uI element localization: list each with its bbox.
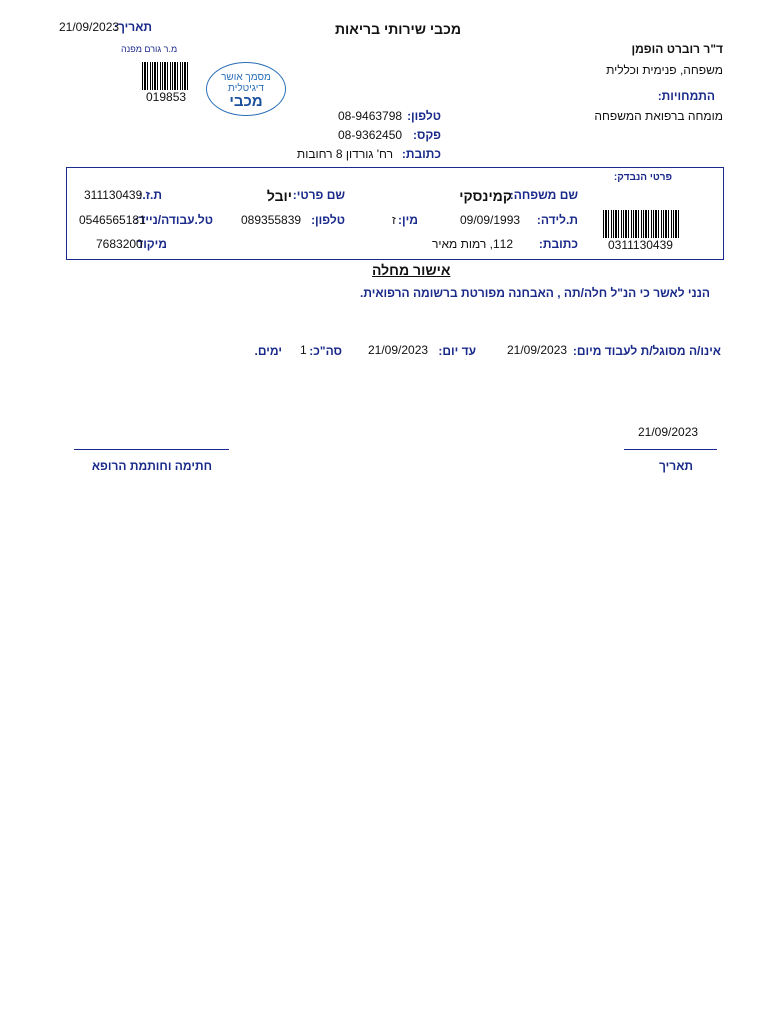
work-phone: 0546565181 — [79, 213, 146, 227]
doctor-address-label: כתובת: — [401, 147, 441, 161]
total-days: 1 — [300, 343, 307, 357]
doctor-specialties-line: משפחה, פנימית וכללית — [606, 63, 723, 77]
doctor-address: רח' גורדון 8 רחובות — [296, 147, 393, 161]
doctor-fax-label: פקס: — [412, 128, 441, 142]
first-name-label: שם פרטי: — [292, 188, 345, 202]
doctor-phone: 08-9463798 — [338, 109, 403, 123]
work-phone-label: טל.עבודה/נייד: — [134, 213, 213, 227]
dob-label: ת.לידה: — [536, 213, 578, 227]
patient-phone-label: טלפון: — [311, 213, 345, 227]
doctor-specialty: מומחה ברפואת המשפחה — [594, 109, 723, 123]
signature-line — [74, 449, 229, 450]
patient-address-label: כתובת: — [538, 237, 578, 251]
patient-id: 311130439 — [84, 188, 143, 202]
referrer-barcode — [142, 62, 190, 90]
patient-phone: 089355839 — [241, 213, 302, 227]
referrer-number: 019853 — [146, 90, 187, 104]
dob: 09/09/1993 — [460, 213, 521, 227]
digital-approval-logo — [206, 62, 286, 116]
first-name: יובל — [266, 188, 292, 204]
doctor-name: ד"ר רוברט הופמן — [631, 42, 723, 56]
last-name: קמינסקי — [459, 188, 512, 204]
certificate-statement: הנני לאשר כי הנ"ל חלה/תה , האבחנה מפורטת ברשומה הרפואית. — [359, 286, 710, 300]
specialties-label: התמחויות: — [657, 89, 715, 103]
total-label: סה"כ: — [309, 344, 342, 358]
zip: 7683200 — [96, 237, 143, 251]
header-date-label: תאריך: — [114, 20, 153, 34]
until-date: 21/09/2023 — [368, 343, 429, 357]
patient-address: 112, רמות מאיר — [431, 237, 513, 251]
zip-label: מיקוד — [136, 237, 167, 251]
org-name: מכבי שירותי בריאות — [335, 21, 462, 37]
logo-line1: מסמך אושר — [221, 72, 271, 83]
from-date: 21/09/2023 — [507, 343, 568, 357]
signature-label: חתימה וחותמת הרופא — [91, 459, 212, 473]
days-label: ימים. — [254, 344, 282, 358]
logo-brand: מכבי — [229, 93, 263, 110]
patient-section-label: פרטי הנבדק: — [613, 172, 672, 183]
last-name-label: שם משפחה: — [509, 188, 578, 202]
header-date-value: 21/09/2023 — [59, 20, 120, 34]
certificate-title: אישור מחלה — [372, 262, 451, 278]
until-label: עד יום: — [438, 344, 476, 358]
referrer-label: מ.ר גורם מפנה — [121, 44, 178, 54]
logo-line2: דיגיטלית — [228, 83, 264, 94]
unfit-from-label: אינו/ה מסוגל/ת לעבוד מיום: — [572, 344, 721, 358]
patient-barcode — [603, 210, 679, 238]
doctor-fax: 08-9362450 — [338, 128, 403, 142]
signature-date-label: תאריך — [658, 459, 693, 473]
sex-label: מין: — [398, 213, 418, 227]
date-line — [624, 449, 717, 450]
doctor-phone-label: טלפון: — [407, 109, 441, 123]
id-label: ת.ז.: — [138, 188, 162, 202]
patient-barcode-number: 0311130439 — [608, 238, 673, 252]
signature-date: 21/09/2023 — [638, 425, 699, 439]
sex: ז — [392, 213, 396, 227]
